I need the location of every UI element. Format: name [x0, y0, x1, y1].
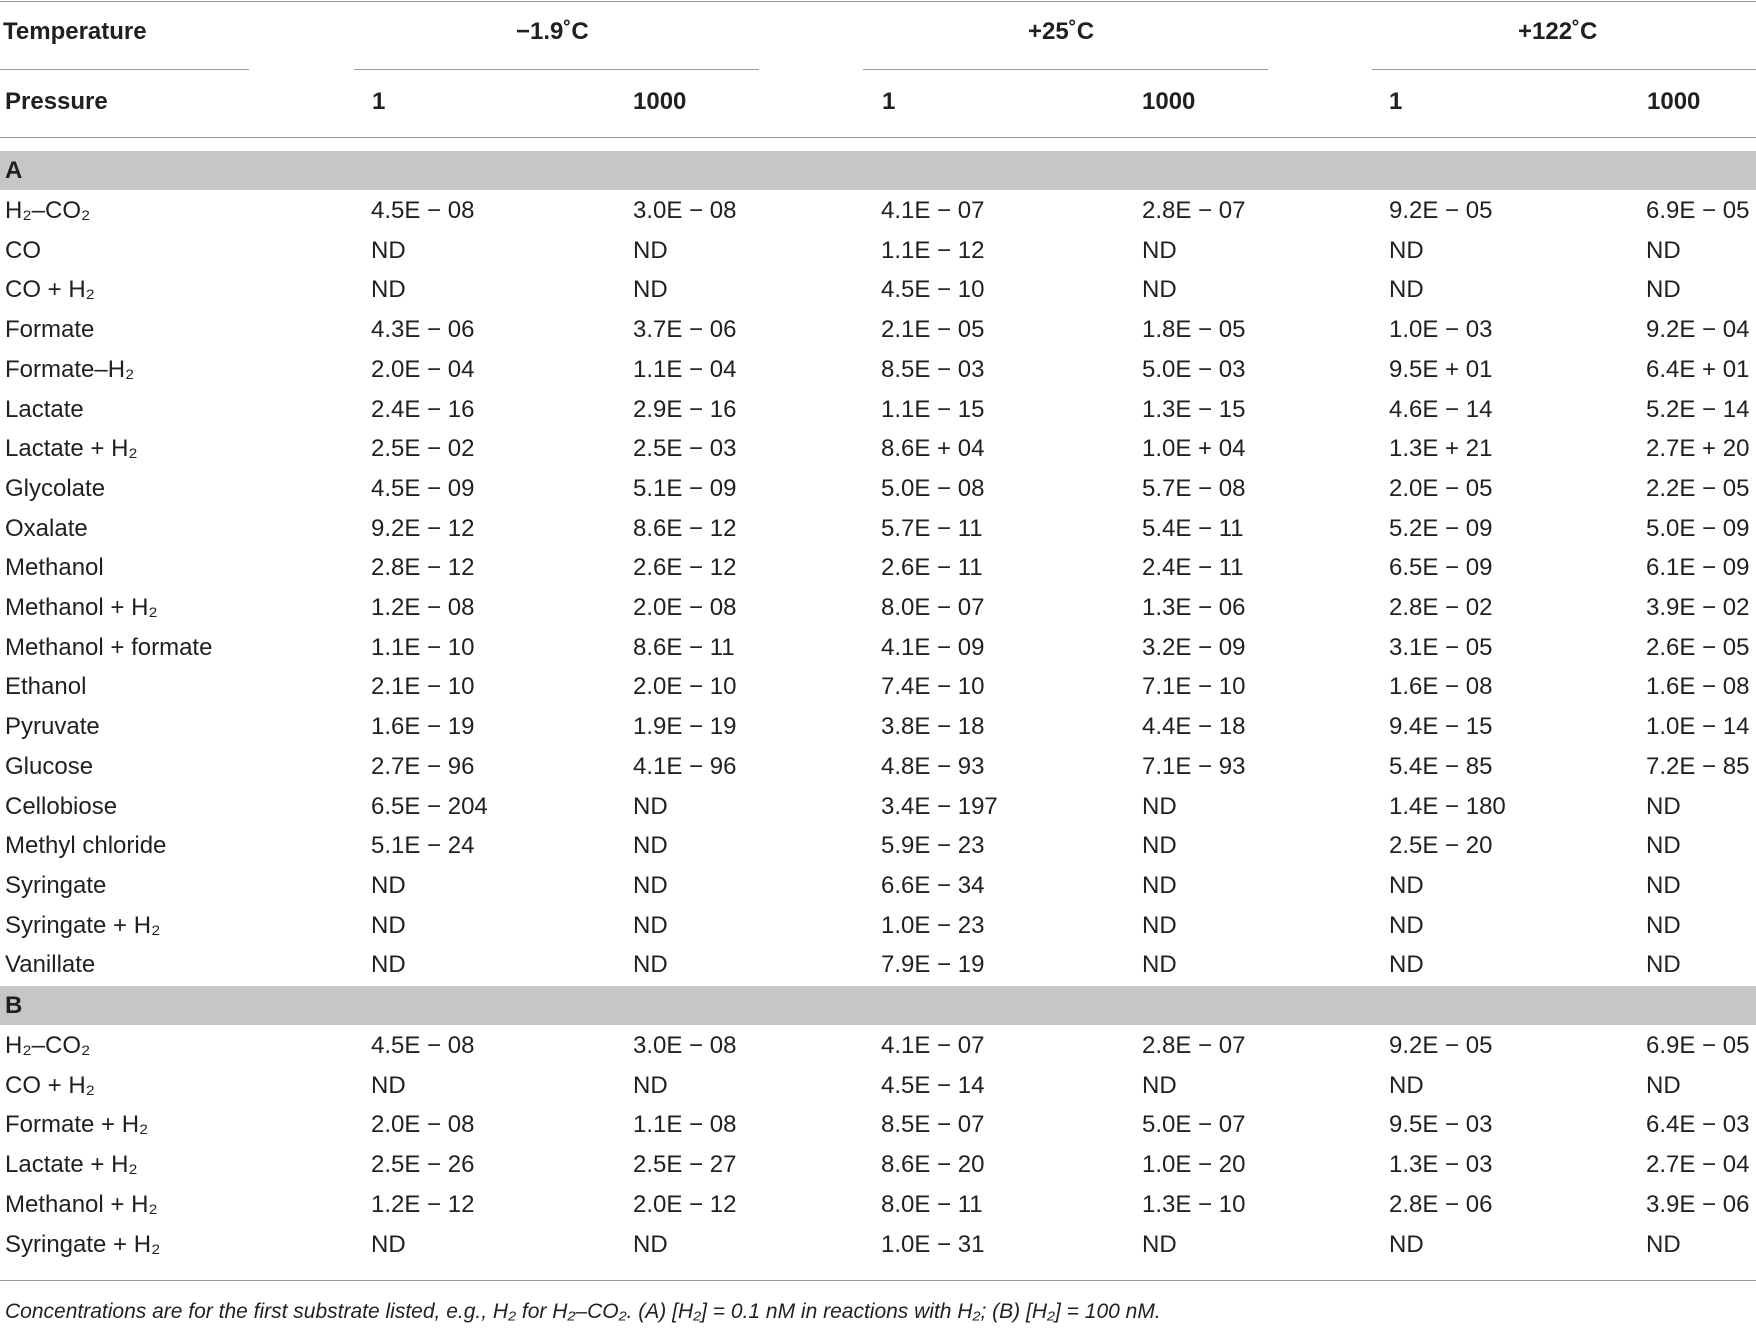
table-cell: 8.5E − 03 — [881, 355, 985, 383]
table-cell: 5.0E − 07 — [1142, 1111, 1246, 1139]
table-row — [0, 191, 1756, 231]
table-cell: 5.4E − 11 — [1142, 514, 1244, 542]
table-cell: 7.1E − 10 — [1142, 673, 1246, 701]
pressure-col-5: 1 — [1389, 88, 1403, 115]
table-row — [0, 231, 1756, 271]
table-cell: 1.1E − 12 — [881, 236, 985, 264]
table-cell: 8.0E − 11 — [881, 1190, 983, 1218]
temp-col-3: +122˚C — [1518, 18, 1598, 45]
table-cell: 2.0E − 05 — [1389, 474, 1493, 502]
table-cell: 5.0E − 09 — [1646, 514, 1750, 542]
table-cell: 7.2E − 85 — [1646, 752, 1750, 780]
table-cell: ND — [633, 911, 668, 939]
table-cell: 2.2E − 05 — [1646, 474, 1750, 502]
table-cell: ND — [1646, 911, 1681, 939]
table-cell: ND — [371, 1230, 406, 1258]
table-cell: 5.4E − 85 — [1389, 752, 1493, 780]
table-cell: 1.8E − 05 — [1142, 316, 1246, 344]
table-cell: 1.4E − 180 — [1389, 792, 1506, 820]
table-cell: 2.8E − 07 — [1142, 1032, 1246, 1059]
substrate-name: Formate — [5, 316, 95, 344]
table-row — [0, 548, 1756, 588]
table-row — [0, 390, 1756, 430]
table-cell: ND — [1389, 1230, 1424, 1258]
table-cell: 1.3E − 06 — [1142, 594, 1246, 621]
table-cell: ND — [633, 1071, 668, 1099]
table-cell: 2.5E − 03 — [633, 435, 737, 463]
section-header-b — [0, 986, 1756, 1025]
table-cell: 2.6E − 12 — [633, 554, 737, 582]
table-cell: 1.3E + 21 — [1389, 435, 1493, 463]
table-cell: 1.1E − 04 — [633, 355, 737, 383]
table-cell: 3.9E − 06 — [1646, 1190, 1750, 1218]
table-cell: 1.6E − 19 — [371, 713, 475, 741]
table-cell: 3.2E − 09 — [1142, 633, 1246, 661]
table-row — [0, 1066, 1756, 1106]
table-cell: 6.6E − 34 — [881, 871, 985, 899]
table-cell: 3.9E − 02 — [1646, 594, 1750, 621]
substrate-name: Formate + H₂ — [5, 1111, 149, 1139]
table-cell: ND — [1646, 276, 1681, 304]
table-cell: 2.8E − 12 — [371, 554, 475, 582]
temperature-label: Temperature — [3, 18, 147, 45]
table-cell: 4.5E − 10 — [881, 276, 985, 304]
table-cell: 1.3E − 15 — [1142, 395, 1246, 423]
table-row — [0, 826, 1756, 866]
table-cell: 1.1E − 08 — [633, 1111, 737, 1139]
table-cell: ND — [1389, 276, 1424, 304]
table-row — [0, 906, 1756, 946]
table-cell: 1.1E − 10 — [371, 633, 475, 661]
substrate-name: Formate–H₂ — [5, 355, 135, 383]
table-row — [0, 1105, 1756, 1145]
table-cell: 4.8E − 93 — [881, 752, 985, 780]
substrate-name: Methanol + H₂ — [5, 1190, 158, 1218]
temp-col-2: +25˚C — [1028, 18, 1095, 45]
table-cell: 4.1E − 07 — [881, 1032, 985, 1059]
table-cell: ND — [1142, 871, 1177, 899]
table-cell: ND — [371, 236, 406, 264]
temp-underline-1 — [354, 69, 759, 70]
substrate-name: Syringate + H₂ — [5, 911, 161, 939]
table-cell: 7.1E − 93 — [1142, 752, 1246, 780]
table-row — [0, 707, 1756, 747]
table-cell: ND — [1646, 792, 1681, 820]
table-cell: 1.2E − 08 — [371, 594, 475, 621]
section-label: A — [5, 157, 23, 184]
table-row — [0, 628, 1756, 668]
substrate-name: H₂–CO₂ — [5, 197, 91, 224]
table-cell: 1.0E − 03 — [1389, 316, 1493, 344]
substrate-name: Methanol — [5, 554, 104, 582]
table-cell: ND — [1646, 1071, 1681, 1099]
temperature-underline — [0, 69, 249, 70]
table-cell: 2.8E − 02 — [1389, 594, 1493, 621]
pressure-col-2: 1000 — [633, 88, 687, 115]
table-cell: 3.8E − 18 — [881, 713, 985, 741]
table-cell: 9.2E − 05 — [1389, 1032, 1493, 1059]
substrate-name: Ethanol — [5, 673, 87, 701]
table-cell: 4.5E − 14 — [881, 1071, 985, 1099]
table-row — [0, 310, 1756, 350]
table-cell: 1.0E − 20 — [1142, 1151, 1246, 1179]
pressure-col-4: 1000 — [1142, 88, 1196, 115]
table-cell: 5.1E − 09 — [633, 474, 737, 502]
table-cell: 1.3E − 10 — [1142, 1190, 1246, 1218]
table-cell: 2.7E − 96 — [371, 752, 475, 780]
table-cell: 2.9E − 16 — [633, 395, 737, 423]
table-cell: 9.2E − 04 — [1646, 316, 1750, 344]
table-cell: 5.1E − 24 — [371, 832, 475, 860]
substrate-name: Syringate — [5, 871, 107, 899]
substrate-name: CO + H₂ — [5, 1071, 95, 1099]
table-cell: 2.5E − 26 — [371, 1151, 475, 1179]
table-cell: 2.4E − 11 — [1142, 554, 1244, 582]
table-cell: 4.5E − 08 — [371, 197, 475, 224]
table-cell: 2.7E + 20 — [1646, 435, 1750, 463]
table-cell: 7.9E − 19 — [881, 951, 985, 979]
table-cell: 2.0E − 10 — [633, 673, 737, 701]
table-row — [0, 1185, 1756, 1225]
table-cell: 1.0E + 04 — [1142, 435, 1246, 463]
table-cell: 8.0E − 07 — [881, 594, 985, 621]
table-cell: ND — [371, 871, 406, 899]
substrate-name: Oxalate — [5, 514, 88, 542]
table-cell: ND — [371, 951, 406, 979]
table-row — [0, 429, 1756, 469]
table-cell: ND — [1142, 792, 1177, 820]
table-row — [0, 747, 1756, 787]
table-cell: 3.0E − 08 — [633, 197, 737, 224]
table-cell: ND — [1389, 951, 1424, 979]
table-bottom-rule — [0, 1280, 1756, 1281]
table-cell: 2.8E − 06 — [1389, 1190, 1493, 1218]
substrate-name: Lactate + H₂ — [5, 1151, 138, 1179]
table-cell: 5.2E − 09 — [1389, 514, 1493, 542]
table-row — [0, 667, 1756, 707]
table-cell: ND — [1142, 911, 1177, 939]
table-cell: 2.5E − 20 — [1389, 832, 1493, 860]
table-cell: ND — [633, 832, 668, 860]
table-cell: 1.2E − 12 — [371, 1190, 475, 1218]
table-cell: 2.0E − 04 — [371, 355, 475, 383]
table-cell: 1.0E − 14 — [1646, 713, 1750, 741]
table-cell: 1.3E − 03 — [1389, 1151, 1493, 1179]
table-cell: 5.0E − 03 — [1142, 355, 1246, 383]
table-cell: ND — [371, 276, 406, 304]
substrate-name: Methyl chloride — [5, 832, 167, 860]
table-row — [0, 787, 1756, 827]
table-cell: ND — [633, 276, 668, 304]
table-cell: ND — [1389, 236, 1424, 264]
table-row — [0, 866, 1756, 906]
table-cell: ND — [1646, 871, 1681, 899]
table-cell: ND — [633, 871, 668, 899]
table-cell: ND — [371, 1071, 406, 1099]
table-cell: 4.1E − 07 — [881, 197, 985, 224]
table-cell: 2.0E − 08 — [633, 594, 737, 621]
temp-col-1: −1.9˚C — [516, 18, 589, 45]
table-cell: 8.5E − 07 — [881, 1111, 985, 1139]
table-cell: ND — [1389, 911, 1424, 939]
table-cell: ND — [1142, 276, 1177, 304]
table-row — [0, 1225, 1756, 1265]
substrate-name: Syringate + H₂ — [5, 1230, 161, 1258]
table-cell: 2.6E − 11 — [881, 554, 983, 582]
table-cell: 7.4E − 10 — [881, 673, 985, 701]
table-cell: 4.5E − 09 — [371, 474, 475, 502]
table-cell: ND — [1646, 1230, 1681, 1258]
substrate-name: Methanol + H₂ — [5, 594, 158, 621]
substrate-name: Cellobiose — [5, 792, 118, 820]
table-row — [0, 350, 1756, 390]
table-cell: 6.9E − 05 — [1646, 197, 1750, 224]
table-cell: ND — [633, 1230, 668, 1258]
table-row — [0, 1026, 1756, 1066]
table-cell: ND — [1389, 1071, 1424, 1099]
substrate-name: Pyruvate — [5, 713, 100, 741]
table-cell: ND — [1142, 832, 1177, 860]
table-cell: 9.5E + 01 — [1389, 355, 1493, 383]
table-cell: 6.4E − 03 — [1646, 1111, 1750, 1139]
table-cell: 8.6E − 20 — [881, 1151, 985, 1179]
table-cell: 2.1E − 05 — [881, 316, 985, 344]
table-cell: 4.3E − 06 — [371, 316, 475, 344]
temp-underline-3 — [1372, 69, 1756, 70]
table-cell: 4.4E − 18 — [1142, 713, 1246, 741]
table-cell: 6.5E − 204 — [371, 792, 488, 820]
table-cell: 1.9E − 19 — [633, 713, 737, 741]
table-cell: 9.2E − 12 — [371, 514, 475, 542]
table-cell: 9.4E − 15 — [1389, 713, 1493, 741]
table-cell: 2.5E − 27 — [633, 1151, 737, 1179]
table-row — [0, 270, 1756, 310]
table-cell: 5.7E − 11 — [881, 514, 983, 542]
substrate-name: CO + H₂ — [5, 276, 95, 304]
table-cell: ND — [371, 911, 406, 939]
table-cell: 8.6E − 11 — [633, 633, 735, 661]
table-cell: ND — [1142, 1230, 1177, 1258]
table-cell: 4.5E − 08 — [371, 1032, 475, 1059]
table-cell: ND — [1389, 871, 1424, 899]
table-cell: 4.1E − 96 — [633, 752, 737, 780]
table-footnote: Concentrations are for the first substrate listed, e.g., H₂ for H₂–CO₂. (A) [H₂] = 0.1 nM in reactions with H₂; (B) [H₂] = 100 nM. — [5, 1300, 1161, 1323]
pressure-col-3: 1 — [882, 88, 896, 115]
table-cell: 3.0E − 08 — [633, 1032, 737, 1059]
table-cell: ND — [1646, 832, 1681, 860]
pressure-col-1: 1 — [372, 88, 386, 115]
table-top-rule — [0, 1, 1756, 2]
section-label: B — [5, 992, 23, 1019]
table-cell: 1.0E − 31 — [881, 1230, 985, 1258]
table-cell: 4.6E − 14 — [1389, 395, 1493, 423]
table-cell: 5.7E − 08 — [1142, 474, 1246, 502]
table-cell: 5.9E − 23 — [881, 832, 985, 860]
table-cell: ND — [1646, 951, 1681, 979]
substrate-name: Methanol + formate — [5, 633, 213, 661]
table-cell: ND — [633, 236, 668, 264]
table-cell: 2.0E − 08 — [371, 1111, 475, 1139]
table-cell: 6.1E − 09 — [1646, 554, 1750, 582]
substrate-name: Vanillate — [5, 951, 96, 979]
table-cell: ND — [633, 792, 668, 820]
table-cell: 8.6E − 12 — [633, 514, 737, 542]
substrate-name: CO — [5, 236, 41, 264]
table-cell: 3.4E − 197 — [881, 792, 998, 820]
table-row — [0, 945, 1756, 985]
section-header-a — [0, 151, 1756, 190]
table-cell: 9.2E − 05 — [1389, 197, 1493, 224]
table-cell: 5.2E − 14 — [1646, 395, 1750, 423]
substrate-name: Lactate + H₂ — [5, 435, 138, 463]
table-cell: 6.9E − 05 — [1646, 1032, 1750, 1059]
table-cell: 9.5E − 03 — [1389, 1111, 1493, 1139]
table-cell: 2.4E − 16 — [371, 395, 475, 423]
table-cell: ND — [1142, 1071, 1177, 1099]
table-cell: 6.5E − 09 — [1389, 554, 1493, 582]
table-cell: 2.0E − 12 — [633, 1190, 737, 1218]
table-cell: 2.5E − 02 — [371, 435, 475, 463]
table-cell: ND — [1646, 236, 1681, 264]
table-cell: 3.1E − 05 — [1389, 633, 1493, 661]
substrate-name: H₂–CO₂ — [5, 1032, 91, 1059]
table-row — [0, 469, 1756, 509]
table-row — [0, 509, 1756, 549]
table-cell: 5.0E − 08 — [881, 474, 985, 502]
pressure-label: Pressure — [5, 88, 108, 115]
table-cell: 1.6E − 08 — [1389, 673, 1493, 701]
table-cell: 4.1E − 09 — [881, 633, 985, 661]
table-cell: 2.1E − 10 — [371, 673, 475, 701]
table-cell: 2.8E − 07 — [1142, 197, 1246, 224]
table-cell: ND — [633, 951, 668, 979]
table-cell: ND — [1142, 236, 1177, 264]
header-bottom-rule — [0, 137, 1756, 138]
table-row — [0, 1145, 1756, 1185]
pressure-col-6: 1000 — [1647, 88, 1701, 115]
table-cell: 1.6E − 08 — [1646, 673, 1750, 701]
table-row — [0, 588, 1756, 628]
table-cell: 1.1E − 15 — [881, 395, 985, 423]
table-cell: 2.6E − 05 — [1646, 633, 1750, 661]
substrate-name: Glycolate — [5, 474, 106, 502]
table-cell: 3.7E − 06 — [633, 316, 737, 344]
substrate-name: Glucose — [5, 752, 94, 780]
temp-underline-2 — [863, 69, 1268, 70]
table-cell: ND — [1142, 951, 1177, 979]
table-cell: 6.4E + 01 — [1646, 355, 1750, 383]
table-cell: 1.0E − 23 — [881, 911, 985, 939]
table-cell: 2.7E − 04 — [1646, 1151, 1750, 1179]
table-cell: 8.6E + 04 — [881, 435, 985, 463]
substrate-name: Lactate — [5, 395, 84, 423]
